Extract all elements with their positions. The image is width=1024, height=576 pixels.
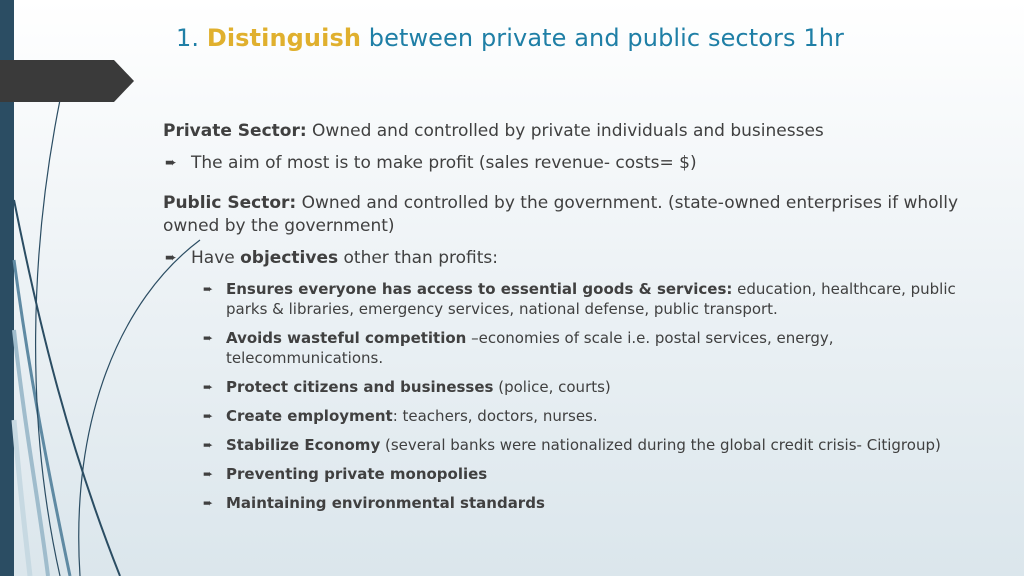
public-bullet-bold: objectives — [240, 248, 339, 268]
list-item — [203, 279, 993, 319]
arrow-right-icon: ➨ — [203, 331, 214, 345]
public-sector-text: Owned and controlled by the government. (state-owned enterprises if wholly owned by the government) — [163, 193, 959, 236]
objective-title: Ensures everyone has access to essential goods & services: — [226, 280, 733, 298]
private-sector-text: Owned and controlled by private individuals and businesses — [306, 121, 824, 141]
private-sector-bullet — [163, 152, 993, 175]
objective-title: Maintaining environmental standards — [226, 494, 545, 512]
arrow-right-icon: ➨ — [203, 496, 214, 510]
objective-title: Protect citizens and businesses — [226, 378, 494, 396]
objectives-list — [163, 279, 993, 513]
title-keyword: Distinguish — [206, 24, 362, 52]
slide-body — [163, 120, 993, 513]
list-item — [203, 435, 993, 455]
list-item — [203, 328, 993, 368]
public-sector-label: Public Sector: — [163, 193, 297, 213]
private-sector-label: Private Sector: — [163, 121, 307, 141]
objective-title: Create employment — [226, 407, 393, 425]
title-tab-marker — [0, 60, 134, 102]
objective-text: –economies of scale i.e. postal services, energy, telecommunications. — [226, 329, 834, 367]
slide-title — [176, 24, 996, 52]
arrow-right-icon: ➨ — [203, 438, 214, 452]
list-item — [203, 464, 993, 484]
objective-text: (several banks were nationalized during the global credit crisis- Citigroup) — [380, 436, 941, 454]
list-item — [203, 493, 993, 513]
public-bullet-post: other than profits: — [338, 248, 498, 268]
arrow-right-icon: ➨ — [203, 409, 214, 423]
objective-text: (police, courts) — [493, 378, 611, 396]
arrow-right-icon: ➨ — [203, 282, 214, 296]
arrow-right-icon: ➨ — [165, 155, 177, 171]
list-item — [203, 377, 993, 397]
list-item — [203, 406, 993, 426]
title-rest: between private and public sectors 1hr — [361, 24, 844, 52]
arrow-right-icon: ➨ — [165, 250, 177, 266]
public-sector-bullet — [163, 247, 993, 270]
objective-title: Preventing private monopolies — [226, 465, 488, 483]
objective-text: education, healthcare, public parks & libraries, emergency services, national defense, public transport. — [226, 280, 956, 318]
private-bullet-text: The aim of most is to make profit (sales revenue- costs= $) — [191, 153, 697, 173]
title-number: 1. — [176, 24, 207, 52]
objective-title: Avoids wasteful competition — [226, 329, 467, 347]
public-bullet-pre: Have — [191, 248, 241, 268]
arrow-right-icon: ➨ — [203, 467, 214, 481]
arrow-right-icon: ➨ — [203, 380, 214, 394]
public-sector-definition — [163, 192, 993, 238]
objective-title: Stabilize Economy — [226, 436, 381, 454]
objective-text: : teachers, doctors, nurses. — [392, 407, 598, 425]
private-sector-definition — [163, 120, 993, 143]
